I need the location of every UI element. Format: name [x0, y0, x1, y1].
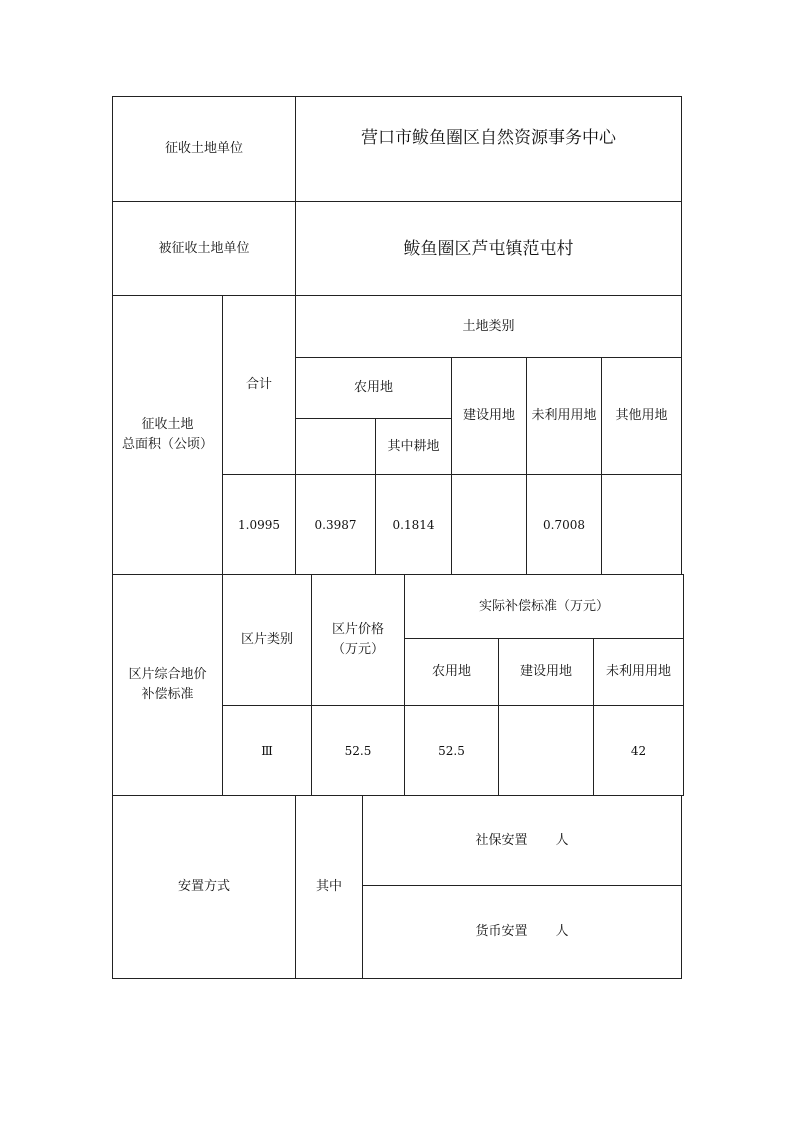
zone-construction-value [498, 705, 594, 796]
social-security-unit: 人 [555, 832, 569, 848]
zone-label [112, 574, 223, 796]
zone-category-value: Ⅲ [222, 705, 312, 796]
area-total-value: 1.0995 [222, 474, 296, 575]
area-agri-label: 农用地 [295, 357, 452, 419]
area-cultivated-value: 0.1814 [375, 474, 452, 575]
zone-price-label-line1: 区片价格 [331, 622, 384, 637]
cash-label: 货币安置 [475, 924, 528, 939]
acquiring-unit-label: 征收土地单位 [112, 96, 296, 202]
zone-actual-label: 实际补偿标准（万元） [404, 574, 684, 639]
zone-agri-label: 农用地 [404, 638, 499, 706]
zone-price-label [311, 574, 405, 706]
area-total-label: 合计 [222, 295, 296, 475]
zone-unused-value: 42 [593, 705, 684, 796]
cash-row [362, 885, 682, 979]
area-other-value [601, 474, 682, 575]
area-label [112, 295, 223, 575]
area-label-line1: 征收土地 [141, 417, 194, 432]
area-label-line2: 总面积（公顷） [121, 437, 213, 452]
area-other-label: 其他用地 [601, 357, 682, 475]
zone-unused-label: 未利用用地 [593, 638, 684, 706]
land-type-label: 土地类别 [295, 295, 682, 358]
zone-construction-label: 建设用地 [498, 638, 594, 706]
zone-label-line1: 区片综合地价 [128, 667, 207, 682]
area-agri-blank [295, 418, 376, 475]
area-construction-value [451, 474, 527, 575]
area-unused-value: 0.7008 [526, 474, 602, 575]
area-cultivated-label: 其中耕地 [375, 418, 452, 475]
zone-agri-value: 52.5 [404, 705, 499, 796]
area-construction-label: 建设用地 [451, 357, 527, 475]
social-security-label: 社保安置 [475, 832, 528, 848]
acquired-unit-label: 被征收土地单位 [112, 201, 296, 296]
acquiring-unit-value: 营口市鲅鱼圈区自然资源事务中心 [295, 96, 682, 202]
resettlement-among-label: 其中 [295, 795, 363, 979]
resettlement-label: 安置方式 [112, 795, 296, 979]
social-security-row [362, 795, 682, 886]
cash-unit: 人 [555, 924, 569, 939]
zone-label-line2: 补偿标准 [141, 687, 194, 702]
acquired-unit-value: 鲅鱼圈区芦屯镇范屯村 [295, 201, 682, 296]
area-unused-label: 未利用用地 [526, 357, 602, 475]
zone-price-label-line2: （万元） [331, 642, 384, 657]
zone-price-value: 52.5 [311, 705, 405, 796]
zone-category-label: 区片类别 [222, 574, 312, 706]
area-agri-value: 0.3987 [295, 474, 376, 575]
